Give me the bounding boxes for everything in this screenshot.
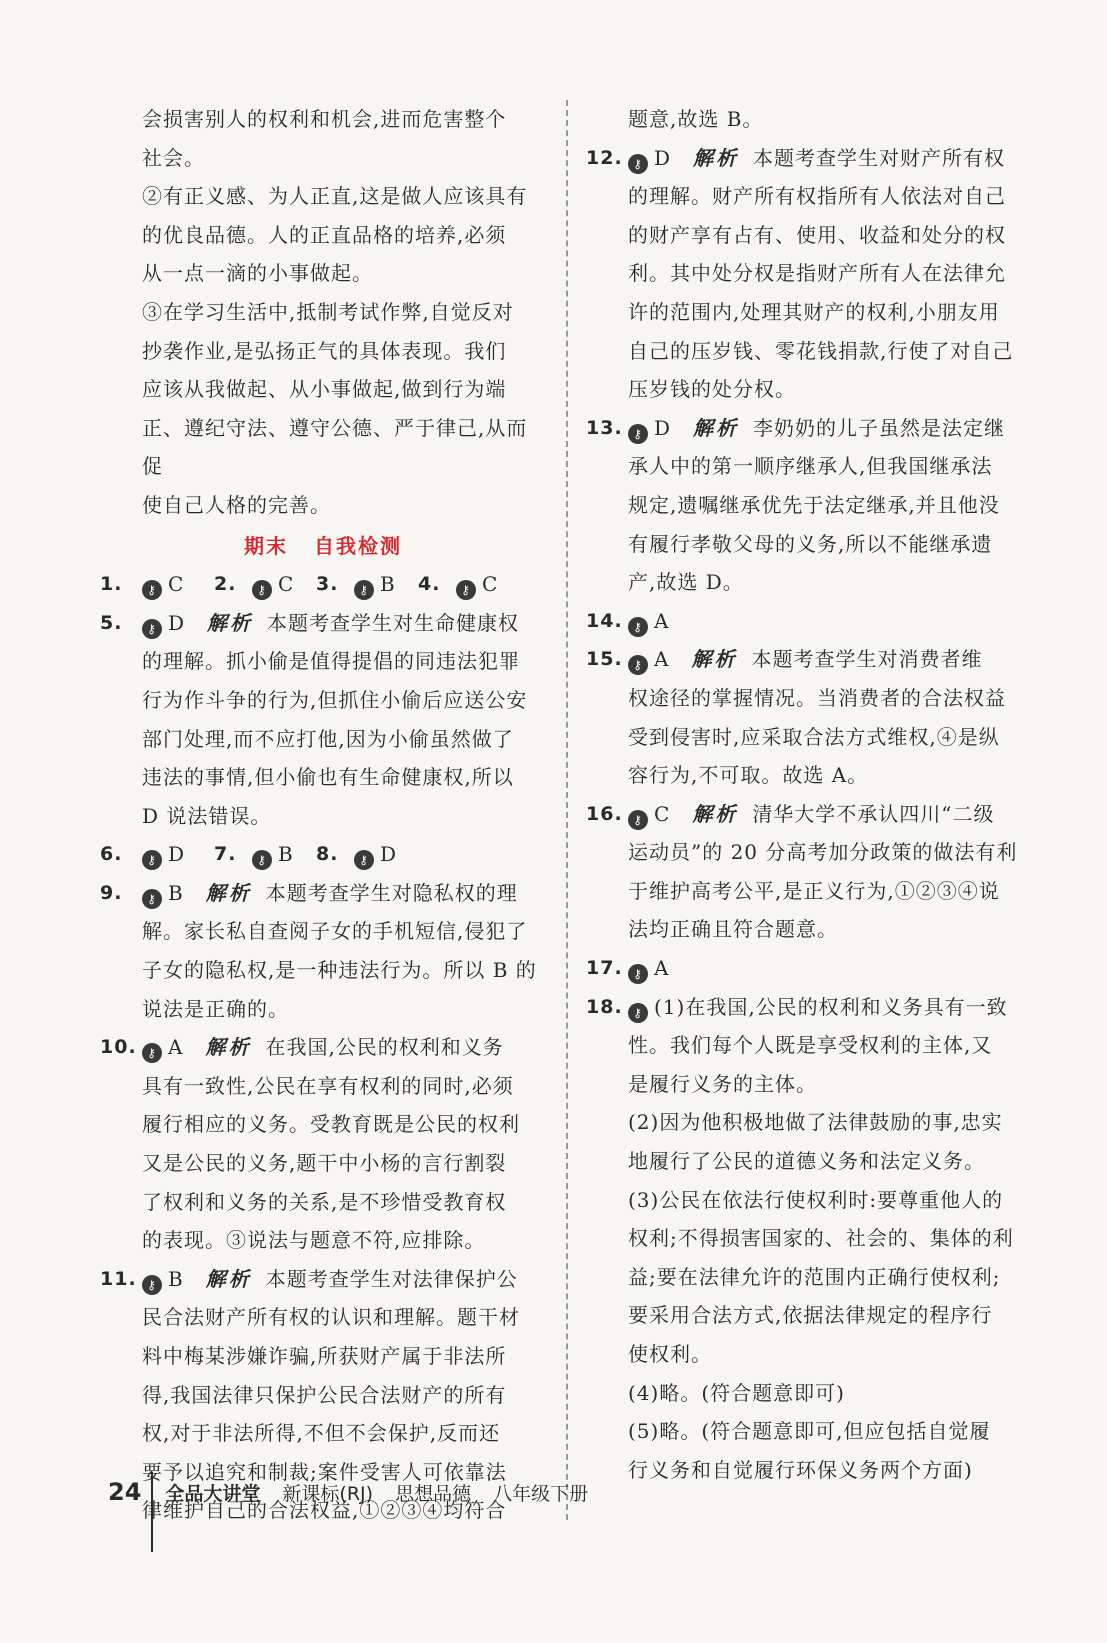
answer-item: 1. ⚷ C [100,565,214,604]
intro-line: 抄袭作业,是弘扬正气的具体表现。我们 [142,338,507,363]
key-icon: ⚷ [628,964,648,984]
intro-line: 应该从我做起、从小事做起,做到行为端 [142,377,507,402]
subject-label: 思想品德 [395,1482,472,1505]
key-icon: ⚷ [628,1003,648,1023]
intro-line: ③在学习生活中,抵制考试作弊,自觉反对 [142,299,514,324]
key-icon: ⚷ [628,617,648,637]
key-icon: ⚷ [354,580,374,600]
column-divider [566,100,568,1520]
intro-line: 的优良品德。人的正直品格的培养,必须 [142,222,507,247]
left-column [100,100,546,1530]
question-18: 18. ⚷ (1)在我国,公民的权利和义务具有一致 性。我们每个人既是享受权利的主体,又 是履行义务的主体。 (2)因为他积极地做了法律鼓励的事,忠实 地履行了公民的道德义务和法定义务。 (3)公民在依法行使权利时:要尊重他人的 权利;不得损害国家的、社会的、集体的利 益;要在法律允许的范围内正确行使权利; 要采用合法方式,依据法律规定的程序行 使权利。 (4)略。(符合题意即可) (5)略。(符合题意即可,但应包括自觉履 行义务和自觉履行环保义务两个方面) [586,994,1014,1482]
answer-item: 7. ⚷ B [214,835,316,874]
answer-item: 8. ⚷ D [316,835,418,874]
brand-name: 全品大讲堂 [165,1482,261,1505]
intro-line: 会损害别人的权利和机会,进而危害整个 [142,107,507,131]
key-icon: ⚷ [142,850,162,870]
key-icon: ⚷ [628,424,648,444]
intro-line: 正、遵纪守法、遵守公德、严于律己,从而促 [142,415,528,479]
answer-item: 3. ⚷ B [316,565,418,604]
continued-line: 题意,故选 B。 [628,107,764,131]
key-icon: ⚷ [142,580,162,600]
intro-line: ②有正义感、为人正直,这是做人应该具有 [142,184,528,209]
answer-item: 2. ⚷ C [214,565,316,604]
key-icon: ⚷ [252,580,272,600]
section-title: 期末 自我检测 [244,533,402,558]
key-icon: ⚷ [142,1275,162,1295]
key-icon: ⚷ [142,1043,162,1063]
key-icon: ⚷ [628,154,648,174]
page-number: 24 [108,1478,142,1506]
grade-label: 八年级下册 [493,1482,589,1505]
key-icon: ⚷ [252,850,272,870]
question-16: 16. ⚷ C 解析 清华大学不承认四川“二级 运动员”的 20 分高考加分政策的做法有利 于维护高考公平,是正义行为,①②③④说 法均正确且符合题意。 [586,801,1018,942]
key-icon: ⚷ [354,850,374,870]
key-icon: ⚷ [628,810,648,830]
question-14: 14. ⚷ A [586,602,1026,641]
question-15: 15. ⚷ A 解析 本题考查学生对消费者维 权途径的掌握情况。当消费者的合法权益 受到侵害时,应采取合法方式维权,④是纵 容行为,不可取。故选 A。 [586,647,1006,788]
key-icon: ⚷ [628,655,648,675]
question-13: 13. ⚷ D 解析 李奶奶的儿子虽然是法定继 承人中的第一顺序继承人,但我国继承法 规定,遗嘱继承优先于法定继承,并且他没 有履行孝敬父母的义务,所以不能继承遗 产,故选 D。 [586,415,1006,595]
intro-line: 使自己人格的完善。 [142,492,331,517]
right-column [586,100,1026,1489]
question-17: 17. ⚷ A [586,949,1026,988]
question-12: 12. ⚷ D 解析 本题考查学生对财产所有权 的理解。财产所有权指所有人依法对自己 的财产享有占有、使用、收益和处分的权 利。其中处分权是指财产所有人在法律允 许的范围内,处理其财产的权利,小朋友用 自己的压岁钱、零花钱捐款,行使了对自己 压岁钱的处分权。 [586,145,1014,402]
footer-divider [151,1472,153,1552]
key-icon: ⚷ [456,580,476,600]
question-10: 10. ⚷ A 解析 在我国,公民的权利和义务 具有一致性,公民在享有权利的同时,必须 履行相应的义务。受教育既是公民的权利 又是公民的义务,题干中小杨的言行割裂 了权利和义务的关系,是不珍惜受教育权 的表现。③说法与题意不符,应排除。 [100,1035,520,1253]
key-icon: ⚷ [142,619,162,639]
answer-row-1 [100,565,546,604]
question-5: 5. ⚷ D 解析 本题考查学生对生命健康权 的理解。抓小偷是值得提倡的同违法犯罪 行为作斗争的行为,但抓住小偷后应送公安 部门处理,而不应打他,因为小偷虽然做了 违法的事情,但小偷也有生命健康权,所以 D 说法错误。 [100,610,528,828]
intro-line: 社会。 [142,145,205,170]
answer-item: 4. ⚷ C [418,565,520,604]
key-icon: ⚷ [142,889,162,909]
question-9: 9. ⚷ B 解析 本题考查学生对隐私权的理 解。家长私自查阅子女的手机短信,侵犯了 子女的隐私权,是一种违法行为。所以 B 的 说法是正确的。 [100,880,537,1021]
question-11: 11. ⚷ B 解析 本题考查学生对法律保护公 民合法财产所有权的认识和理解。题干材 料中梅某涉嫌诈骗,所获财产属于非法所 得,我国法律只保护公民合法财产的所有 权,对于非法所得,不但不会保护,反而还 要予以追究和制裁;案件受害人可依靠法 律维护自己的合法权益,①②③④均符合 [100,1266,520,1523]
curriculum-label: 新课标(RJ) [282,1482,374,1505]
answer-row-2 [100,835,546,874]
answer-item: 6. ⚷ D [100,835,214,874]
intro-line: 从一点一滴的小事做起。 [142,261,373,286]
page-footer [108,1472,610,1512]
